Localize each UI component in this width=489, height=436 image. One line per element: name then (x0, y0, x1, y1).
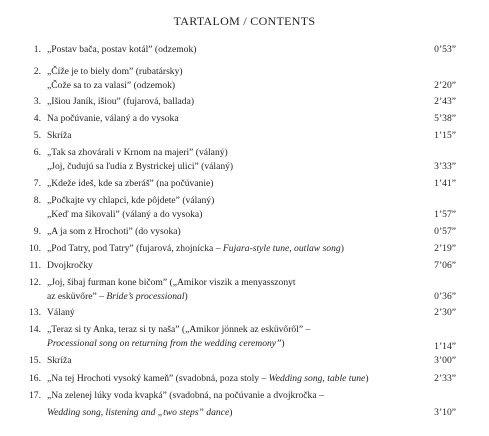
track-title: „Číže je to biely dom” (rubatársky) (47, 66, 183, 77)
track-number: 10. (29, 243, 41, 254)
track-title-close: ) (340, 243, 344, 254)
track-duration: 2’19” (434, 243, 456, 254)
track-title-english: Processional song on returning from the wedding ceremony” (47, 337, 282, 349)
track-number: 2. (33, 66, 41, 77)
track-number: 1. (33, 44, 41, 55)
track-title (47, 372, 427, 386)
track-duration: 3’00” (434, 355, 456, 366)
track-title: „Joj, šibaj furman kone bičom” („Amikor viszik a menyasszonyt (47, 277, 296, 288)
track-duration: 3’10” (434, 406, 456, 418)
track-title-close: ) (229, 406, 233, 418)
track-title-english: Wedding song, listening and „two steps” dance (47, 406, 230, 418)
track-number: 16. (29, 373, 41, 384)
track-title: „Kdeže ideš, kde sa zberáš” (na počúvanie) (47, 178, 214, 189)
track-number: 8. (33, 195, 41, 206)
track-title: „Išiou Janík, išiou” (fujarová, ballada) (47, 96, 195, 107)
track-title: Skríža (47, 130, 72, 141)
track-duration: 5’38” (434, 113, 456, 124)
track-number: 15. (29, 355, 41, 366)
track-title: „Joj, čudujú sa ľudia z Bystrickej ulici” (válaný) (47, 160, 234, 172)
track-title: „Čože sa to za valasi” (odzemok) (47, 79, 176, 91)
track-duration: 2’20” (434, 79, 456, 91)
track-duration: 2’33” (434, 373, 456, 384)
track-number: 9. (33, 226, 41, 237)
track-duration: 2’43” (434, 96, 456, 107)
track-title-close: ) (184, 290, 188, 302)
track-title: „Na zelenej lúky voda kvapká” (svadobná, na počúvanie a dvojkročka – (47, 390, 324, 401)
track-title: „Tak sa zhovárali v Krnom na majeri” (válaný) (47, 147, 228, 158)
track-number: 14. (29, 324, 41, 335)
track-title-close: ) (281, 337, 285, 349)
track-number: 12. (29, 277, 41, 288)
track-title: „Teraz si ty Anka, teraz si ty naša” („Amikor jönnek az esküvőről” – (47, 324, 311, 335)
track-duration: 3’33” (434, 160, 456, 172)
track-title-text: az esküvőre” – (47, 290, 107, 302)
track-duration: 1’41” (434, 178, 456, 189)
track-title: Na počúvanie, válaný a do vysoka (47, 113, 179, 124)
track-title: Dvojkročky (47, 260, 93, 271)
track-number: 3. (33, 96, 41, 107)
track-title-text: „Pod Tatry, pod Tatry” (fujarová, zhojnícka – (47, 243, 223, 254)
track-duration: 0’36” (434, 290, 456, 302)
track-number: 6. (33, 147, 41, 158)
track-title (47, 242, 427, 256)
track-number: 4. (33, 113, 41, 124)
track-number: 13. (29, 307, 41, 318)
track-title-english: Bride’s processional (106, 290, 185, 302)
track-number: 17. (29, 390, 41, 401)
track-number: 7. (33, 178, 41, 189)
track-duration: 7’06” (434, 260, 456, 271)
track-number: 5. (33, 130, 41, 141)
track-duration: 1’15” (434, 130, 456, 141)
track-title: „Počkajte vy chlapci, kde pôjdete” (válaný) (47, 195, 215, 206)
track-duration: 1’57” (434, 208, 456, 220)
track-title-close: ) (365, 373, 369, 384)
track-duration: 0’57” (434, 226, 456, 237)
track-title: Skríža (47, 355, 72, 366)
track-title-english: Fujara-style tune, outlaw song (222, 243, 341, 254)
track-duration: 2’30” (434, 307, 456, 318)
track-number: 11. (29, 260, 41, 271)
track-title: Válaný (47, 307, 75, 318)
track-title-text: „Na tej Hrochoti vysoký kameň” (svadobná, poza stoly – (47, 373, 269, 384)
page-title: TARTALOM / CONTENTS (173, 14, 316, 28)
track-title (47, 406, 427, 420)
track-title (47, 290, 427, 304)
track-title-english: Wedding song, table tune (268, 373, 366, 384)
track-title: „Postav bača, postav kotál” (odzemok) (47, 44, 197, 55)
track-title: „Keď ma šikovali” (válaný a do vysoka) (47, 208, 203, 220)
track-title: „A ja som z Hrochoti” (do vysoka) (47, 226, 181, 237)
track-duration: 1’14” (434, 340, 456, 352)
track-duration: 0’53” (434, 44, 456, 55)
track-title (47, 337, 427, 351)
